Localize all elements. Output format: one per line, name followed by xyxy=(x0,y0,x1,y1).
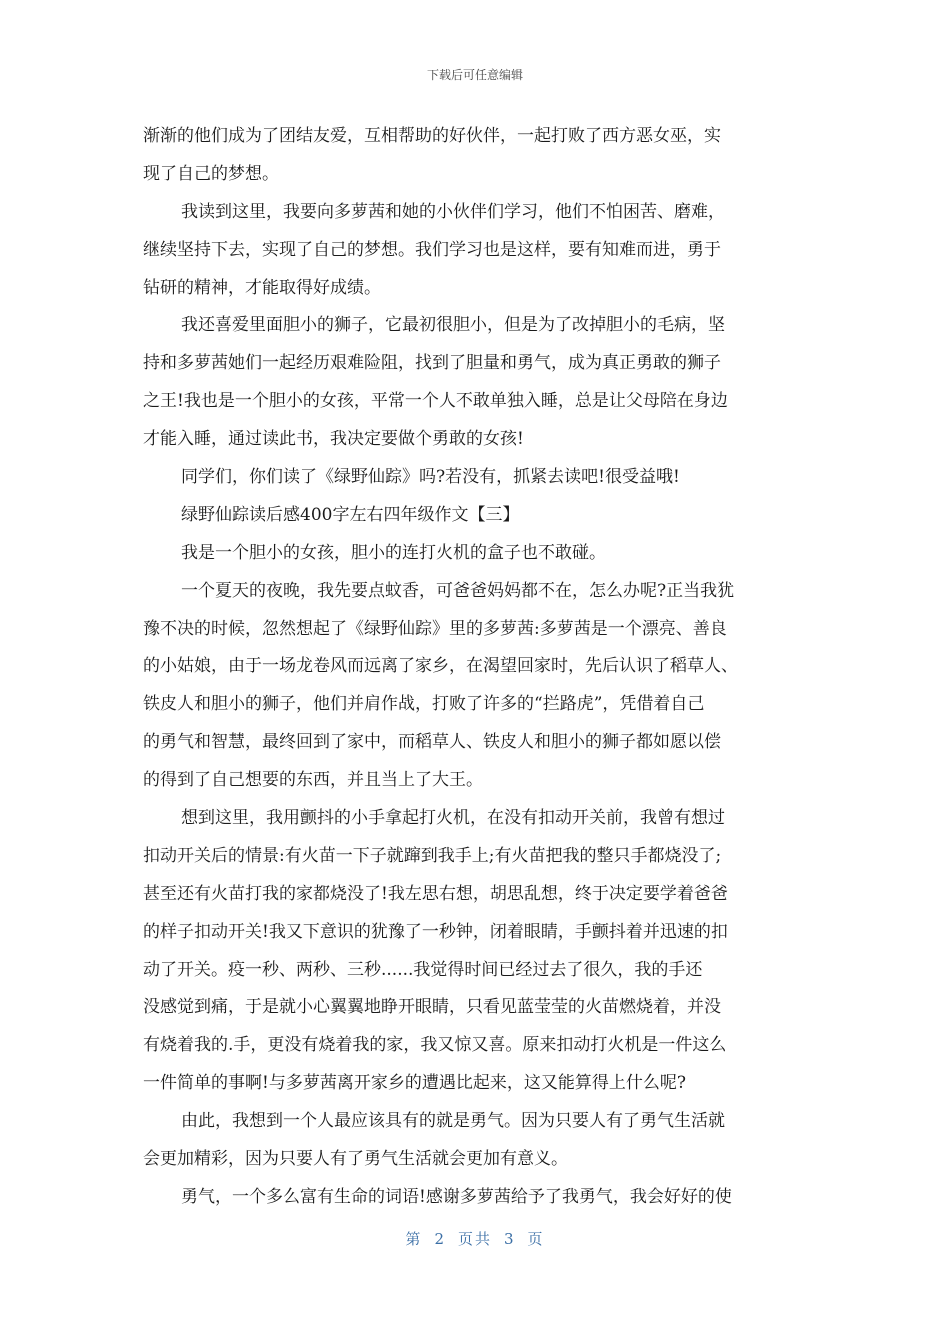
text-line: 由此，我想到一个人最应该具有的就是勇气。因为只要人有了勇气生活就 xyxy=(181,1111,725,1132)
text-line: 想到这里，我用颤抖的小手拿起打火机，在没有扣动开关前，我曾有想过 xyxy=(181,808,725,829)
text-line: 才能入睡，通过读此书，我决定要做个勇敢的女孩! xyxy=(143,429,524,450)
footer-ye-gong: 页共 xyxy=(457,1230,492,1248)
footer-total-pages: 3 xyxy=(504,1230,516,1248)
text-line: 铁皮人和胆小的狮子，他们并肩作战，打败了许多的“拦路虎”，凭借着自己 xyxy=(143,694,705,715)
text-line: 绿野仙踪读后感400字左右四年级作文【三】 xyxy=(181,504,520,525)
text-line: 渐渐的他们成为了团结友爱，互相帮助的好伙伴，一起打败了西方恶女巫，实 xyxy=(143,126,721,146)
text-line: 一件简单的事啊!与多萝茜离开家乡的遭遇比起来，这又能算得上什么呢? xyxy=(143,1073,686,1094)
text-line: 的样子扣动开关!我又下意识的犹豫了一秒钟，闭着眼睛，手颤抖着并迅速的扣 xyxy=(143,921,728,942)
text-line: 继续坚持下去，实现了自己的梦想。我们学习也是这样，要有知难而进，勇于 xyxy=(143,239,721,260)
article-body xyxy=(143,118,811,1217)
text-line: 的得到了自己想要的东西，并且当上了大王。 xyxy=(143,770,483,791)
text-line: 现了自己的梦想。 xyxy=(143,163,279,184)
text-line: 我还喜爱里面胆小的狮子，它最初很胆小，但是为了改掉胆小的毛病，坚 xyxy=(181,315,725,336)
text-line: 持和多萝茜她们一起经历艰难险阻，找到了胆量和勇气，成为真正勇敢的狮子 xyxy=(143,353,721,374)
page-footer xyxy=(0,1228,950,1249)
text-line: 豫不决的时候，忽然想起了《绿野仙踪》里的多萝茜:多萝茜是一个漂亮、善良 xyxy=(143,618,727,639)
text-line: 我是一个胆小的女孩，胆小的连打火机的盒子也不敢碰。 xyxy=(181,542,606,563)
page-header-note: 下载后可任意编辑 xyxy=(426,68,523,82)
text-line: 钻研的精神，才能取得好成绩。 xyxy=(143,277,381,298)
text-line: 一个夏天的夜晚，我先要点蚊香，可爸爸妈妈都不在，怎么办呢?正当我犹 xyxy=(181,580,735,601)
text-line: 没感觉到痛，于是就小心翼翼地睁开眼睛，只看见蓝莹莹的火苗燃烧着，并没 xyxy=(143,997,721,1018)
text-line: 扣动开关后的情景:有火苗一下子就蹿到我手上;有火苗把我的整只手都烧没了; xyxy=(143,845,722,866)
footer-ye: 页 xyxy=(527,1230,545,1248)
footer-di: 第 xyxy=(405,1230,423,1248)
text-line: 我读到这里，我要向多萝茜和她的小伙伴们学习，他们不怕困苦、磨难， xyxy=(181,201,725,222)
text-line: 同学们，你们读了《绿野仙踪》吗?若没有，抓紧去读吧!很受益哦! xyxy=(181,467,680,488)
text-line: 的勇气和智慧，最终回到了家中，而稻草人、铁皮人和胆小的狮子都如愿以偿 xyxy=(143,732,721,753)
text-line: 的小姑娘，由于一场龙卷风而远离了家乡，在渴望回家时，先后认识了稻草人、 xyxy=(143,656,738,677)
text-line: 勇气，一个多么富有生命的词语!感谢多萝茜给予了我勇气，我会好好的使 xyxy=(181,1186,732,1207)
text-line: 之王!我也是一个胆小的女孩，平常一个人不敢单独入睡，总是让父母陪在身边 xyxy=(143,391,728,412)
text-line: 动了开关。疫一秒、两秒、三秒......我觉得时间已经过去了很久，我的手还 xyxy=(143,959,703,980)
text-line: 甚至还有火苗打我的家都烧没了!我左思右想，胡思乱想，终于决定要学着爸爸 xyxy=(143,883,728,904)
footer-page-number: 2 xyxy=(434,1230,446,1248)
text-line: 会更加精彩，因为只要人有了勇气生活就会更加有意义。 xyxy=(143,1149,568,1170)
text-line: 有烧着我的.手，更没有烧着我的家，我又惊又喜。原来扣动打火机是一件这么 xyxy=(143,1035,727,1056)
